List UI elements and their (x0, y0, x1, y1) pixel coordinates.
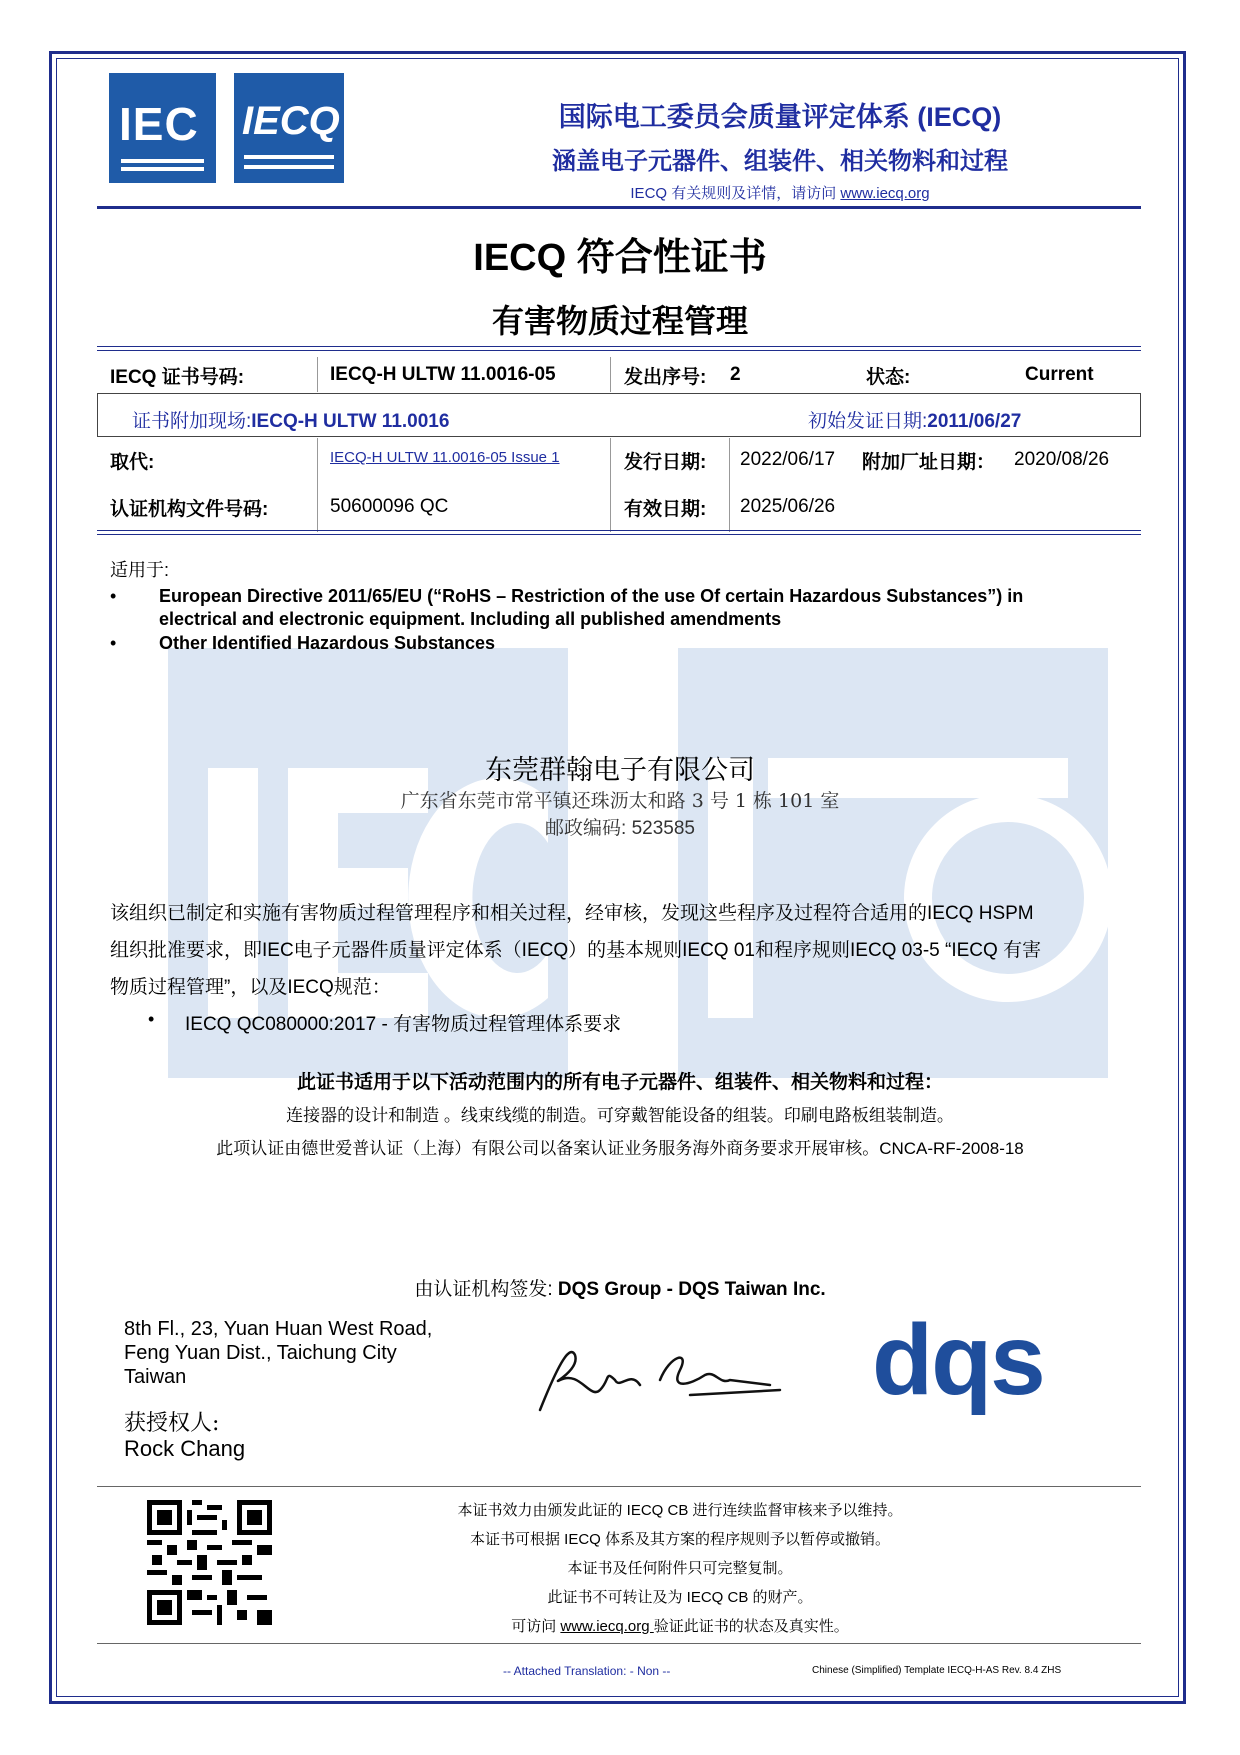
column-divider (610, 438, 611, 532)
issue-no-label: 发出序号: (624, 367, 707, 388)
divider (97, 534, 1141, 535)
valid-value: 2025/06/26 (740, 496, 836, 517)
header-subtitle: 涵盖电子元器件、组装件、相关物料和过程 (552, 148, 1008, 175)
note-3: 本证书及任何附件只可完整复制。 (567, 1560, 793, 1577)
qr-code[interactable] (147, 1500, 272, 1625)
issued-by (0, 1274, 1240, 1301)
first-date-row (808, 406, 1021, 433)
issue-date-label: 发行日期: (624, 452, 707, 473)
note-1: 本证书效力由颁发此证的 IECQ CB 进行连续监督审核来予以维持。 (457, 1502, 903, 1519)
attached-translation: -- Attached Translation: - Non -- (503, 1664, 671, 1678)
divider (97, 1643, 1141, 1644)
issuer-address-3: Taiwan (124, 1366, 187, 1388)
company-name: 东莞群翰电子有限公司 (485, 755, 755, 785)
issue-no-value: 2 (730, 364, 741, 385)
bullet: • (110, 633, 117, 653)
template-ref: Chinese (Simplified) Template IECQ-H-AS Rev. 8.4 ZHS (812, 1665, 1062, 1676)
iec-logo (109, 73, 216, 183)
issue-date-value: 2022/06/17 (740, 449, 836, 470)
note-5 (300, 1615, 1060, 1636)
verify-link[interactable]: www.iecq.org (560, 1618, 654, 1635)
body-line-1: 该组织已制定和实施有害物质过程管理程序和相关过程，经审核，发现这些程序及过程符合适用的IECQ HSPM (110, 903, 1034, 924)
supersedes-label: 取代: (110, 452, 155, 473)
issuer-address-1: 8th Fl., 23, Yuan Huan West Road, (124, 1318, 433, 1340)
cert-no-label: IECQ 证书号码: (110, 367, 245, 388)
column-divider (610, 357, 611, 392)
scope-line-1: 连接器的设计和制造 。线束线缆的制造。可穿戴智能设备的组装。印刷电路板组装制造。 (286, 1106, 954, 1125)
cert-no-value: IECQ-H ULTW 11.0016-05 (330, 364, 556, 385)
certificate-subtitle: 有害物质过程管理 (491, 303, 748, 339)
column-divider (729, 438, 730, 532)
iec-logo-text: IEC (119, 98, 199, 150)
annex-label: 证书附加现场: (132, 411, 252, 432)
add-site-label: 附加厂址日期： (862, 452, 996, 473)
certificate-title: IECQ 符合性证书 (473, 237, 767, 279)
company-postcode: 邮政编码: 523585 (545, 818, 695, 839)
column-divider (317, 357, 318, 392)
applies-item-1: European Directive 2011/65/EU (“RoHS – Restriction of the use Of certain Hazardous Substances”) in (159, 586, 1024, 606)
note-4: 此证书不可转让及为 IECQ CB 的财产。 (547, 1589, 813, 1606)
divider (97, 350, 1141, 351)
cb-ref-value: 50600096 QC (330, 496, 449, 517)
status-label: 状态: (866, 367, 911, 388)
first-date-value: 2011/06/27 (927, 411, 1022, 432)
authorized-name: Rock Chang (124, 1436, 246, 1461)
first-date-label: 初始发证日期: (808, 411, 928, 432)
divider (97, 1486, 1141, 1487)
authorized-label: 获授权人: (124, 1411, 220, 1436)
signature (530, 1340, 790, 1420)
note-5-prefix: 可访问 (511, 1618, 561, 1635)
applies-item-2: Other Identified Hazardous Substances (159, 633, 496, 653)
header-website-link[interactable]: www.iecq.org (840, 185, 930, 202)
iecq-logo-text: IECQ (242, 99, 340, 143)
body-line-3: 物质过程管理”，以及IECQ规范： (110, 977, 391, 998)
header-info-text: IECQ 有关规则及详情，请访问 (630, 185, 841, 202)
applies-item-1-cont: electrical and electronic equipment. Including all published amendments (159, 609, 782, 629)
divider (97, 346, 1141, 347)
issued-by-value: DQS Group - DQS Taiwan Inc. (557, 1279, 826, 1300)
column-divider (317, 438, 318, 532)
dqs-logo: dqs (872, 1304, 1044, 1416)
issued-by-label: 由认证机构签发: (414, 1279, 558, 1300)
annex-value: IECQ-H ULTW 11.0016 (251, 411, 450, 432)
cb-ref-label: 认证机构文件号码: (110, 499, 269, 520)
bullet: • (110, 586, 117, 606)
applies-label: 适用于: (110, 560, 170, 580)
company-address: 广东省东莞市常平镇还珠沥太和路 3 号 1 栋 101 室 (400, 790, 840, 812)
scope-line-2: 此项认证由德世爱普认证（上海）有限公司以备案认证业务服务海外商务要求开展审核。CNCA-RF-2008-18 (216, 1139, 1024, 1158)
annex-row (132, 406, 449, 433)
header-info (430, 182, 1130, 203)
note-5-suffix: 验证此证书的状态及真实性。 (653, 1618, 849, 1635)
iecq-logo (234, 73, 344, 183)
valid-label: 有效日期: (624, 499, 707, 520)
header-title: 国际电工委员会质量评定体系 (IECQ) (558, 102, 1002, 132)
note-2: 本证书可根据 IECQ 体系及其方案的程序规则予以暂停或撤销。 (469, 1531, 890, 1548)
scope-heading: 此证书适用于以下活动范围内的所有电子元器件、组装件、相关物料和过程： (296, 1072, 943, 1093)
body-line-2: 组织批准要求，即IEC电子元器件质量评定体系（IECQ）的基本规则IECQ 01和程序规则IECQ 03-5 “IECQ 有害 (110, 940, 1042, 961)
supersedes-link[interactable]: IECQ-H ULTW 11.0016-05 Issue 1 (330, 449, 560, 466)
add-site-value: 2020/08/26 (1014, 449, 1110, 470)
status-value: Current (1025, 364, 1094, 385)
divider (97, 206, 1141, 209)
standard-item: IECQ QC080000:2017 - 有害物质过程管理体系要求 (185, 1014, 622, 1035)
divider (97, 530, 1141, 531)
bullet: • (148, 1009, 155, 1029)
issuer-address-2: Feng Yuan Dist., Taichung City (124, 1342, 397, 1364)
